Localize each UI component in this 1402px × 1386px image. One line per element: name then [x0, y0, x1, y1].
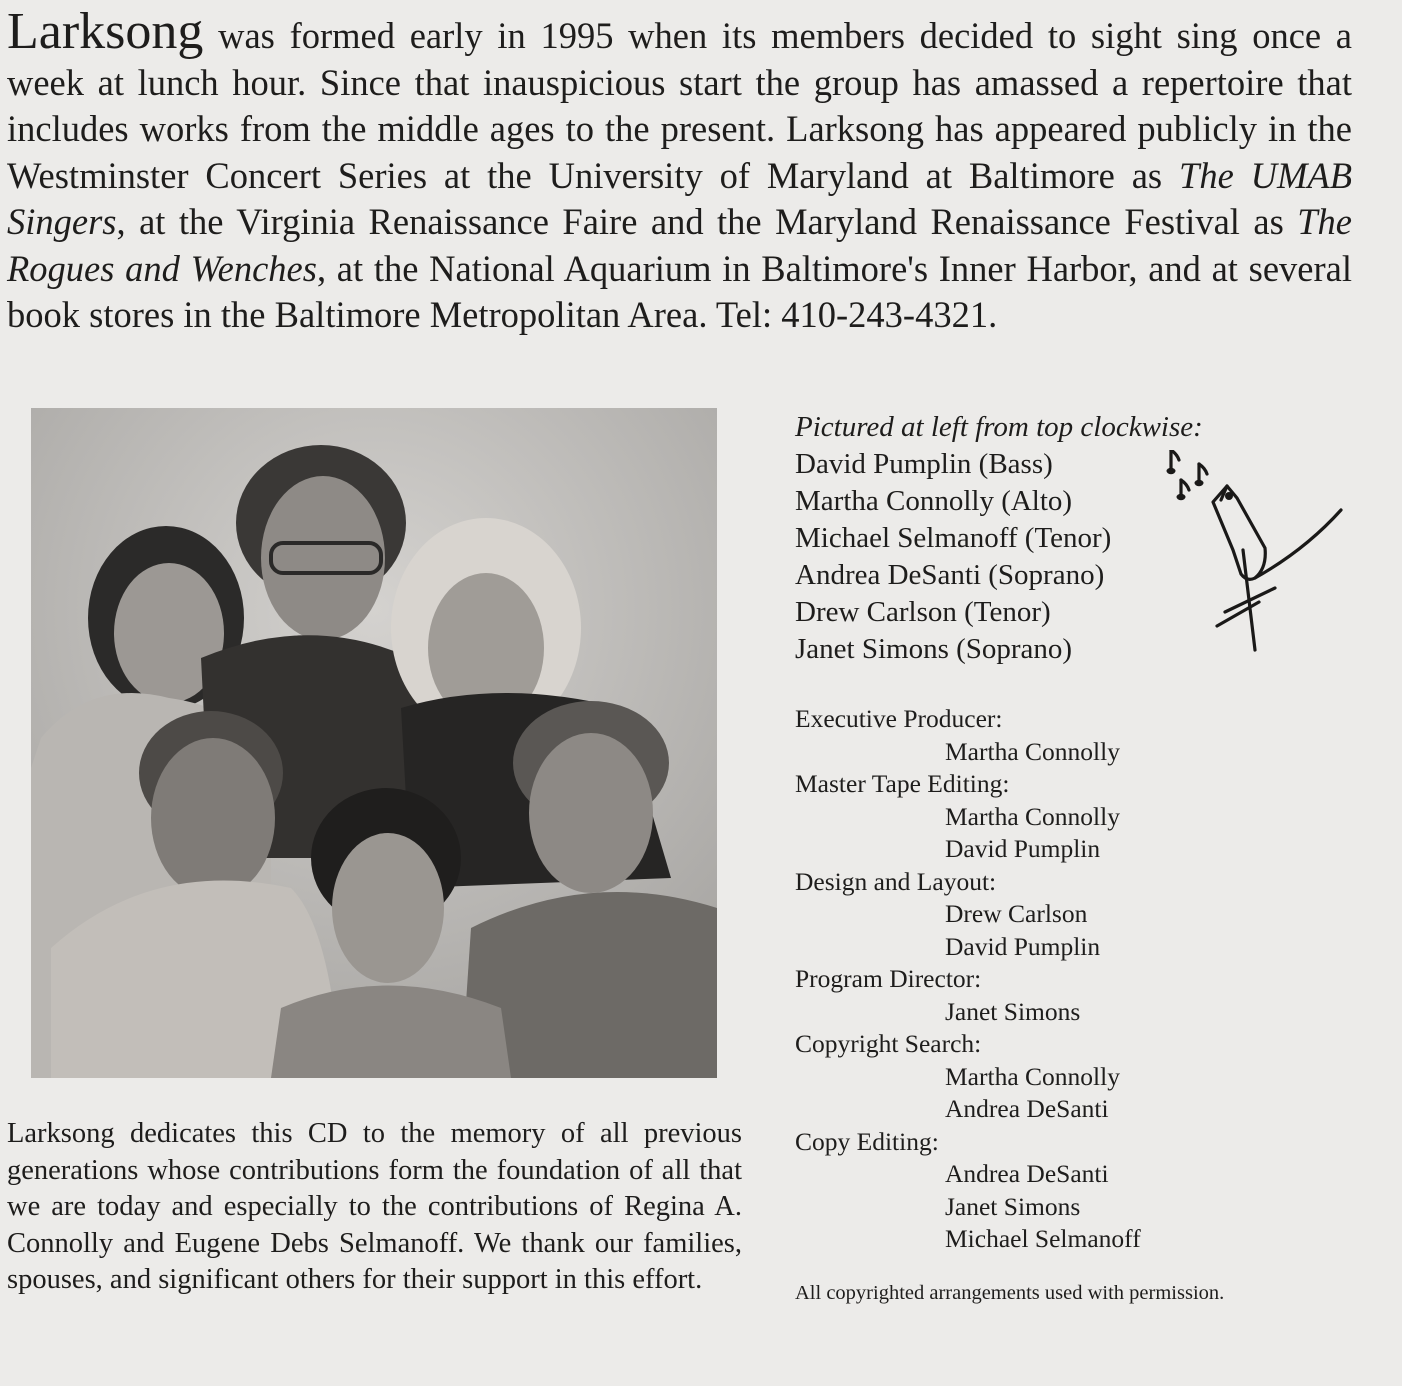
intro-text-2: , at the Virginia Renaissance Faire and the Maryland Renaissance Festival as: [116, 201, 1298, 242]
intro-text-3: , at the National Aquarium in Baltimore's Inner Harbor, and at several book stores in the Baltimore Metropolitan Area. Tel: 410-243-4321.: [7, 247, 1352, 335]
credit-person: David Pumplin: [945, 834, 1101, 863]
credit-person: Michael Selmanoff: [945, 1224, 1141, 1253]
credit-person: Martha Connolly: [945, 1061, 1120, 1091]
rogues-wenches-name: The Rogues and Wenches: [7, 201, 1352, 289]
credit-person: Janet Simons: [945, 1191, 1081, 1221]
credit-person: Martha Connolly: [945, 736, 1120, 766]
music-notes-icon: [1171, 450, 1207, 496]
credit-role: Program Director:: [795, 964, 982, 993]
member-item: Drew Carlson (Tenor): [795, 596, 1051, 628]
group-photo: [31, 408, 717, 1078]
member-item: Janet Simons (Soprano): [795, 633, 1073, 665]
member-item: Martha Connolly (Alto): [795, 485, 1073, 517]
credit-role: Executive Producer:: [795, 704, 1003, 733]
credit-person: Andrea DeSanti: [945, 1159, 1109, 1188]
umab-singers-name: The UMAB Singers: [7, 154, 1352, 242]
member-list: [795, 446, 1111, 668]
credit-person: David Pumplin: [945, 931, 1101, 961]
group-photo-illustration: [31, 408, 717, 1078]
larksong-bird-logo-icon: [1155, 450, 1345, 655]
credit-role: Design and Layout:: [795, 866, 997, 896]
credit-person: Martha Connolly: [945, 801, 1120, 831]
dedication-paragraph: Larksong dedicates this CD to the memory of all previous generations whose contributions form the foundation of all that we are today and especially to the contributions of Regina A. Connolly and Eugene Debs Selmanoff. We thank our families, spouses, and significant others for their support in this effort.: [7, 1118, 742, 1295]
production-credits: [795, 703, 1141, 1256]
credit-person: Janet Simons: [945, 996, 1081, 1026]
group-name-lead: Larksong: [7, 3, 204, 60]
intro-text-1: was formed early in 1995 when its members decided to sight sing once a week at lunch hour. Since that inauspicious start the group has amassed a repertoire that includes works from the middle ages to the present. Larksong has appeared publicly in the Westminster Concert Series at the University of Maryland at Baltimore as: [7, 15, 1352, 196]
member-item: David Pumplin (Bass): [795, 448, 1053, 480]
credit-role: Master Tape Editing:: [795, 769, 1010, 798]
credit-role: Copyright Search:: [795, 1029, 982, 1058]
intro-paragraph: [7, 3, 1352, 339]
member-item: Michael Selmanoff (Tenor): [795, 522, 1112, 554]
credit-role: Copy Editing:: [795, 1126, 939, 1156]
permission-note: All copyrighted arrangements used with permission.: [795, 1282, 1225, 1304]
credit-person: Drew Carlson: [945, 899, 1088, 928]
credit-person: Andrea DeSanti: [945, 1094, 1109, 1123]
member-item: Andrea DeSanti (Soprano): [795, 559, 1105, 591]
photo-caption-title: Pictured at left from top clockwise:: [795, 411, 1203, 443]
